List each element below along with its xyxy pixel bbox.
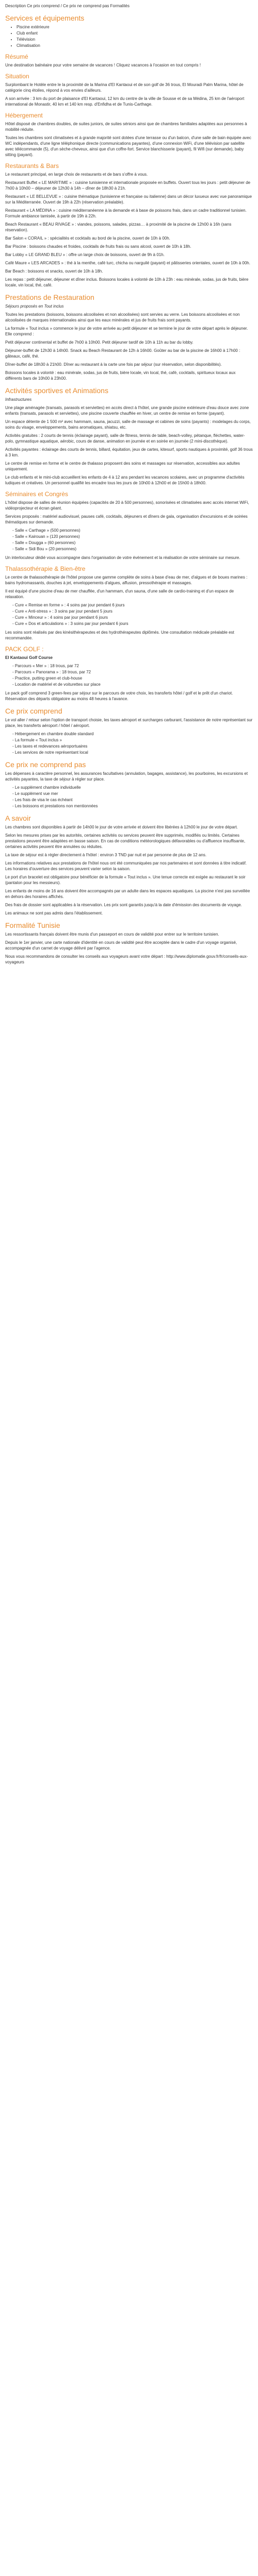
service-item: • Télévision bbox=[17, 37, 253, 42]
activites-p5: Le centre de remise en forme et le centre de thalasso proposent des soins et massages sur réservation, accessibles aux adultes uniquement. bbox=[5, 461, 240, 471]
prestations-p4: Déjeuner-buffet de 12h30 à 14h00. Snack au Beach Restaurant de 12h à 16h00. Goûter au bar de la piscine de 16h00 à 17h00 : gâteaux, café, thé. bbox=[5, 348, 240, 359]
seminaire-room-item: - Salle « Dougga » (60 personnes) bbox=[12, 540, 253, 546]
ce-prix-comprend-p1: Le vol aller / retour selon l'option de transport choisie, les taxes aéroport et surcharges carburant, l'assistance de notre représentant sur place, les transferts aéroport / hôtel / aéroport. bbox=[5, 718, 253, 728]
seminaire-room-item: - Salle « Kairouan » (120 personnes) bbox=[12, 534, 253, 539]
golf-item: - Parcours « Mer » : 18 trous, par 72 bbox=[12, 663, 253, 669]
prestations-heading: Prestations de Restauration bbox=[5, 293, 94, 301]
thalasso-p1: Le centre de thalassothérapie de l'hôtel propose une gamme complète de soins à base d'eau de mer, d'algues et de boues marines : bains hydromassants, douches à jet, enveloppements d'algues, affusion, pressothérapie et massages. bbox=[5, 575, 248, 585]
activites-p2: Un espace détente de 1 500 m² avec hammam, sauna, jacuzzi, salle de massage et cabines de soins (payants) : modelages du corps, soins du visage, enveloppements, bains aromatiques, shiatsu, etc. bbox=[5, 419, 251, 430]
a-savoir-p7: Des frais de dossier sont applicables à la réservation. Les prix sont garantis jusqu'à la date d'émission des documents de voyage. bbox=[5, 903, 242, 907]
seminaires-heading: Séminaires et Congrès bbox=[5, 490, 69, 498]
cure-item: - Cure « Minceur » : 4 soins par jour pendant 6 jours bbox=[12, 615, 253, 620]
excluded-item: - Les boissons et prestations non mentionnées bbox=[12, 803, 253, 809]
thalasso-p2: Il est équipé d'une piscine d'eau de mer chauffée, d'un hammam, d'un sauna, d'une salle de cardio-training et d'un espace de relaxation. bbox=[5, 589, 234, 599]
hebergement-heading: Hébergement bbox=[5, 112, 43, 119]
ce-prix-ne-comprend-pas-list bbox=[5, 785, 253, 809]
bar-item: Bar Beach : boissons et snacks, ouvert de 10h à 18h. bbox=[5, 269, 103, 274]
restaurant-item: Restaurant « LE BELLEVUE » : cuisine thématique (tunisienne et française ou italienne) dans un décor luxueux avec vue panoramique sur la Méditerranée. Ouvert de 19h à 22h (réservation préalable). bbox=[5, 194, 252, 205]
services-list bbox=[5, 24, 253, 48]
cure-item: - Cure « Dos et articulations » : 3 soins par jour pendant 6 jours bbox=[12, 621, 253, 626]
cure-item: - Cure « Anti-stress » : 3 soins par jour pendant 5 jours bbox=[12, 608, 253, 614]
seminaire-room-item: - Salle « Sidi Bou » (20 personnes) bbox=[12, 546, 253, 552]
service-item: • Club enfant bbox=[17, 30, 253, 36]
excluded-item: - Le supplément chambre individuelle bbox=[12, 785, 253, 790]
restaurants-heading: Restaurants & Bars bbox=[5, 162, 59, 170]
pack-golf-list bbox=[5, 663, 253, 687]
pack-golf-p1: Le pack golf comprend 3 green-fees par séjour sur le parcours de votre choix, les transferts hôtel / golf et le prêt d'un chariot. Réservation des départs obligatoire au moins 48 heures à l'avance. bbox=[5, 691, 233, 701]
included-item: - Hébergement en chambre double standard bbox=[12, 731, 253, 737]
formalites-p3: Nous vous recommandons de consulter les conseils aux voyageurs avant votre départ : http://www.diplomatie.gouv.fr/fr/conseils-aux-voyageurs bbox=[5, 954, 248, 964]
pack-golf-heading: PACK GOLF : bbox=[5, 646, 44, 653]
pack-golf-subheading: El Kantaoui Golf Course bbox=[5, 655, 53, 660]
excluded-item: - Les frais de visa le cas échéant bbox=[12, 797, 253, 803]
a-savoir-p4: Les informations relatives aux prestations de l'hôtel nous ont été communiquées par nos partenaires et sont données à titre indicatif. Les horaires d'ouverture des services peuvent varier selon la saison. bbox=[5, 861, 247, 871]
situation-text: Surplombant le Hotèle entre le la proximité de la Marina d'El Kantaoui et de son golf de 36 trous, El Mouradi Palm Marina, hôtel de catégorie cinq étoiles, répond à vos envies d'ailleurs. bbox=[5, 82, 244, 93]
golf-item: - Location de matériel et de voiturettes sur place bbox=[12, 682, 253, 687]
included-item: - La formule « Tout inclus » bbox=[12, 737, 253, 743]
situation-heading: Situation bbox=[5, 73, 29, 80]
activites-p3: Activités gratuites : 2 courts de tennis (éclairage payant), salle de fitness, tennis de table, beach-volley, pétanque, fléchettes, water-polo, gymnastique aquatique, aérobic, cours de danse, animation en journée et en soirée en journée (2 mini-discothèque). bbox=[5, 433, 245, 444]
formalites-heading: Formalité Tunisie bbox=[5, 921, 60, 929]
activites-p6: Le club enfants et le mini-club accueillent les enfants de 4 à 12 ans pendant les vacances scolaires, avec un programme d'activités ludiques et créatives. Un personnel qualifié les encadre tous les jours de 10h00 à 12h00 et de 15h00 à 18h00. bbox=[5, 475, 245, 485]
prestations-p3: Petit déjeuner continental et buffet de 7h00 à 10h00. Petit déjeuner tardif de 10h à 11h au bar du lobby. bbox=[5, 340, 194, 345]
seminaires-list bbox=[5, 528, 253, 552]
excluded-item: - Le supplément vue mer bbox=[12, 791, 253, 796]
ce-prix-ne-comprend-pas-heading: Ce prix ne comprend pas bbox=[5, 760, 86, 769]
hebergement-p1: Hôtel disposé de chambres doubles, de suites juniors, de suites séniors ainsi que de chambres familiales adaptées aux personnes à mobilité réduite. bbox=[5, 122, 247, 132]
bar-item: Bar Salon « CORAIL » : spécialités et cocktails au bord de la piscine, ouvert de 10h à 00h. bbox=[5, 236, 170, 241]
included-item: - Les services de notre représentant local bbox=[12, 750, 253, 755]
ce-prix-ne-comprend-pas-p1: Les dépenses à caractère personnel, les assurances facultatives (annulation, bagages, assistance), les pourboires, les excursions et activités payantes, la taxe de séjour à régler sur place. bbox=[5, 771, 248, 782]
a-savoir-heading: A savoir bbox=[5, 814, 31, 822]
golf-item: - Practice, putting green et club-house bbox=[12, 675, 253, 681]
ce-prix-comprend-heading: Ce prix comprend bbox=[5, 707, 62, 715]
hebergement-p2: Toutes les chambres sont climatisées et à grande majorité sont dotées d'une terrasse ou d'un balcon, d'une salle de bain équipée avec WC indépendants, d'une ligne téléphonique directe (communications payantes), d'une connexion WiFi, d'une télévision par satellite avec télécommande (5), d'un sèche-cheveux, ainsi que d'un coffre-fort. Service blanchisserie (payant), fil Wifi (sur demande), baby sitting (payant). bbox=[5, 135, 251, 157]
activites-subheading: Infrastructures bbox=[5, 397, 32, 402]
formalites-p2: Depuis le 1er janvier, une carte nationale d'identité en cours de validité peut être acceptée dans le cadre d'un voyage organisé, accompagnée d'un carnet de voyage délivré par l'agence. bbox=[5, 940, 237, 951]
prestations-p1: Toutes les prestations (boissons, boissons alcoolisées et non alcoolisées) sont servies au verre. Les boissons alcoolisées et non alcoolisées de marques internationales ainsi que les eaux minérales et jus de fruits frais sont payants. bbox=[5, 312, 240, 323]
cure-item: - Cure « Remise en forme » : 4 soins par jour pendant 6 jours bbox=[12, 602, 253, 608]
bar-item: Bar Lobby « LE GRAND BLEU » : offre un large choix de boissons, ouvert de 9h à 01h. bbox=[5, 252, 165, 257]
prestations-subheading: Séjours proposés en Tout inclus bbox=[5, 304, 64, 309]
a-savoir-p3: La taxe de séjour est à régler directement à l'hôtel : environ 3 TND par nuit et par personne de plus de 12 ans. bbox=[5, 853, 207, 857]
service-item: • Piscine extérieure bbox=[17, 24, 253, 30]
resume-heading: Résumé bbox=[5, 53, 28, 60]
bar-item: Café Maure « LES ARCADES » : thé à la menthe, café turc, chicha ou narguilé (payant) et pâtisseries orientales, ouvert de 10h à 00h. bbox=[5, 261, 250, 265]
golf-item: - Parcours « Panorama » : 18 trous, par 72 bbox=[12, 669, 253, 675]
services-heading: Services et équipements bbox=[5, 14, 85, 22]
prestations-p6: Boissons locales à volonté : eau minérale, sodas, jus de fruits, bière locale, vin local, thé, café, cocktails, spiritueux locaux aux différents bars de 10h00 à 23h00. bbox=[5, 370, 236, 381]
included-item: - Les taxes et redevances aéroportuaires bbox=[12, 743, 253, 749]
breadcrumb: Description Ce prix comprend / Ce prix ne comprend pas Formalités bbox=[5, 4, 130, 8]
a-savoir-p6: Les enfants de moins de 16 ans doivent être accompagnés par un adulte dans les espaces aquatiques. La piscine n'est pas surveillée en dehors des horaires affichés. bbox=[5, 889, 250, 899]
bar-item: Bar Piscine : boissons chaudes et froides, cocktails de fruits frais ou sans alcool, ouvert de 10h à 18h. bbox=[5, 244, 191, 249]
thalasso-list bbox=[5, 602, 253, 626]
restaurants-note: Les repas : petit déjeuner, déjeuner et dîner inclus. Boissons locales à volonté de 10h à 23h : eau minérale, sodas, jus de fruits, bière locale, vin local, thé, café. bbox=[5, 277, 249, 287]
resume-text: Une destination balnéaire pour votre semaine de vacances ! Cliquez vacances à l'ocasion en tout compris ! bbox=[5, 63, 201, 67]
restaurants-intro: Le restaurant principal, en large choix de restaurants et de bars s'offre à vous. bbox=[5, 172, 148, 177]
ce-prix-comprend-list bbox=[5, 731, 253, 755]
formalites-p1: Les ressortissants français doivent être munis d'un passeport en cours de validité pour entrer sur le territoire tunisien. bbox=[5, 932, 219, 937]
thalasso-heading: Thalassothérapie & Bien-être bbox=[5, 565, 86, 572]
restaurant-item: Beach Restaurant « BEAU RIVAGE » : viandes, poissons, salades, pizzas… à proximité de la piscine de 12h00 à 16h (sans réservation). bbox=[5, 222, 232, 232]
seminaires-p3: Un interlocuteur dédié vous accompagne dans l'organisation de votre événement et la réalisation de votre séminaire sur mesure. bbox=[5, 555, 240, 560]
restaurant-item: Restaurant « LA MÉDINA » : cuisine méditerranéenne à la demande et à base de poissons frais, dans un cadre traditionnel tunisien. Formule ambiance tamisée, à partir de 19h à 22h. bbox=[5, 208, 247, 218]
page bbox=[5, 0, 253, 974]
prestations-p2: La formule « Tout inclus » commence le jour de votre arrivée au petit déjeuner et se termine le jour de votre départ après le déjeuner. Elle comprend : bbox=[5, 326, 248, 336]
seminaire-room-item: - Salle « Carthage » (500 personnes) bbox=[12, 528, 253, 533]
seminaires-p2: Services proposés : matériel audiovisuel, pauses café, cocktails, déjeuners et dîners de gala, organisation d'excursions et de soirées thématiques sur demande. bbox=[5, 514, 248, 524]
service-item: • Climatisation bbox=[17, 43, 253, 48]
activites-heading: Activités sportives et Animations bbox=[5, 386, 108, 395]
situation-access: A son arrivée : 3 km du port de plaisance d'El Kantaoui, 12 km du centre de la ville de Sousse et de sa Médina, 25 km de l'aéroport international de Monastir, 40 km et 140 km resp. d'Enfidha et de Tunis-Carthage. bbox=[5, 96, 245, 107]
a-savoir-p1: Les chambres sont disponibles à partir de 14h00 le jour de votre arrivée et doivent être libérées à 12h00 le jour de votre départ. bbox=[5, 825, 238, 829]
activites-p4: Activités payantes : éclairage des courts de tennis, billard, équitation, jeux de cartes, kitesurf, sports nautiques à proximité, golf 36 trous à 3 km. bbox=[5, 447, 253, 457]
prestations-p5: Dîner-buffet de 18h30 à 21h00. Dîner au restaurant à la carte une fois par séjour (sur réservation, selon disponibilités). bbox=[5, 362, 222, 367]
a-savoir-p8: Les animaux ne sont pas admis dans l'établissement. bbox=[5, 911, 103, 916]
a-savoir-p2: Selon les mesures prises par les autorités, certaines activités ou services peuvent être supprimés, modifiés ou limités. Certaines prestations peuvent être adaptées en basse saison. En cas de conditions météorologiques défavorables ou d'affluence insuffisante, certaines activités peuvent être annulées ou réduites. bbox=[5, 833, 246, 849]
restaurant-item: Restaurant Buffet « LE MARITIME » : cuisine tunisienne et internationale proposée en buffets. Ouvert tous les jours : petit déjeuner de 7h00 à 10h00 – déjeuner de 12h30 à 14h – dîner de 18h30 à 21h. bbox=[5, 180, 251, 191]
activites-p1: Une plage aménagée (transats, parasols et serviettes) en accès direct à l'hôtel, une grande piscine extérieure d'eau douce avec zone enfants (transats, parasols et serviettes), une piscine couverte chauffée en hiver, un centre de remise en forme (payant). bbox=[5, 405, 249, 416]
seminaires-p1: L'hôtel dispose de salles de réunion équipées (capacités de 20 à 500 personnes), sonorisées et climatisées avec accès internet WiFi, vidéoprojecteur et écran géant. bbox=[5, 500, 249, 511]
thalasso-p3: Les soins sont réalisés par des kinésithérapeutes et des hydrothérapeutes diplômés. Une consultation médicale préalable est recommandée. bbox=[5, 630, 234, 640]
a-savoir-p5: Le port d'un bracelet est obligatoire pour bénéficier de la formule « Tout inclus ». Une tenue correcte est exigée au restaurant le soir (pantalon pour les messieurs). bbox=[5, 875, 246, 885]
